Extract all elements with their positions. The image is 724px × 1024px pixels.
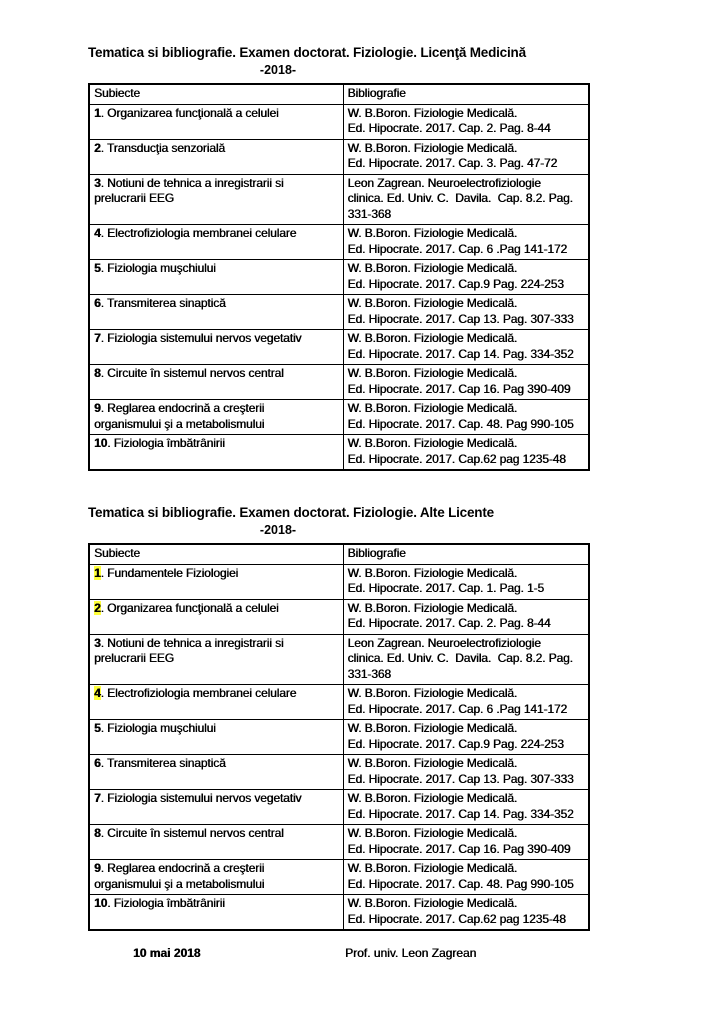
subject-line [94,791,339,807]
subject-line [94,721,339,737]
table-row [89,295,589,330]
bibliography-cell [343,400,589,435]
bibliography-line: Ed. Hipocrate. 2017. Cap.62 pag 1235-48 [347,911,566,926]
row-number: 7 [94,791,101,805]
bibliography-line: Ed. Hipocrate. 2017. Cap.9 Pag. 224-253 [347,736,564,751]
subject-cell [89,790,343,825]
subject-cell [89,104,343,139]
bibliography-line: W. B.Boron. Fiziologie Medicală. [347,861,518,875]
subject-line: organismului şi a metabolismului [94,416,265,431]
bibliography-cell [343,260,589,295]
subject-line [94,141,339,157]
subject-line [94,331,339,347]
bibliography-line: Ed. Hipocrate. 2017. Cap. 2. Pag. 8-44 [347,616,551,630]
row-number: 8 [94,826,101,840]
bibliography-line: W. B.Boron. Fiziologie Medicală. [347,721,518,735]
bibliography-line: Ed. Hipocrate. 2017. Cap. 3. Pag. 47-72 [347,156,558,170]
bibliography-line: W. B.Boron. Fiziologie Medicală. [347,686,518,700]
subject-text: . Fiziologia îmbătrânirii [107,436,225,450]
subject-text: . Fiziologia sistemului nervos vegetativ [100,331,302,345]
bibliography-line: W. B.Boron. Fiziologie Medicală. [347,600,518,615]
subject-cell [89,685,343,720]
bibliography-line: W. B.Boron. Fiziologie Medicală. [347,791,518,805]
row-number: 10 [94,436,108,450]
subject-cell [89,564,343,599]
table-header-row [89,544,589,564]
row-number: 3 [94,175,101,190]
highlighted-row-number: 1 [94,565,101,580]
subject-cell [89,330,343,365]
bibliography-cell [343,860,589,895]
bibliography-line: Ed. Hipocrate. 2017. Cap. 6 .Pag 141-172 [347,241,567,256]
subject-line [94,601,339,617]
subject-text: . Circuite în sistemul nervos central [100,826,284,840]
table-row [89,825,589,860]
subject-text: . Notiuni de tehnica a inregistrarii si [100,175,284,190]
section1-year: -2018- [259,63,297,77]
subject-line [94,106,339,122]
subject-text: . Electrofiziologia membranei celulare [100,686,297,700]
document-footer [88,946,724,962]
bibliography-cell [343,634,589,685]
table-row [89,260,589,295]
subject-line [94,826,339,842]
bibliography-cell [343,564,589,599]
subject-cell [89,174,343,225]
bibliography-cell [343,685,589,720]
subject-cell [89,295,343,330]
bibliography-line: Ed. Hipocrate. 2017. Cap 16. Pag 390-409 [347,841,571,856]
subject-text: . Fiziologia sistemului nervos vegetativ [100,791,302,805]
bibliography-cell [343,225,589,260]
bibliography-line: W. B.Boron. Fiziologie Medicală. [347,366,518,380]
bibliography-line: W. B.Boron. Fiziologie Medicală. [347,756,518,770]
bibliography-line: W. B.Boron. Fiziologie Medicală. [347,140,518,155]
table-header-row [89,84,589,104]
table-row [89,860,589,895]
row-number: 5 [94,721,101,735]
row-number: 10 [94,896,108,910]
table-row [89,685,589,720]
bibliography-line: clinica. Ed. Univ. C. Davila. Cap. 8.2. Pag. [347,191,573,205]
table-row [89,330,589,365]
subject-text: . Fundamentele Fiziologiei [100,565,239,580]
bibliography-line: 331-368 [347,206,391,221]
row-number: 7 [94,331,101,345]
bibliography-line: W. B.Boron. Fiziologie Medicală. [347,331,518,345]
subject-cell [89,634,343,685]
bibliography-line: Ed. Hipocrate. 2017. Cap 14. Pag. 334-352 [347,346,574,361]
highlighted-row-number: 4 [94,686,101,700]
bibliography-cell [343,365,589,400]
bibliography-line: W. B.Boron. Fiziologie Medicală. [347,436,518,450]
row-number: 6 [94,756,101,770]
section-alte-licente [88,504,724,931]
table-row [89,720,589,755]
subject-line [94,401,339,417]
bibliography-line: W. B.Boron. Fiziologie Medicală. [347,296,518,310]
subject-text: . Notiuni de tehnica a inregistrarii si [100,635,284,650]
row-number: 9 [94,401,101,415]
bibliography-line: Ed. Hipocrate. 2017. Cap 13. Pag. 307-333 [347,771,574,786]
bibliography-line: Ed. Hipocrate. 2017. Cap.9 Pag. 224-253 [347,276,564,291]
highlighted-row-number: 2 [94,600,101,615]
row-number: 4 [94,226,101,240]
subject-line [94,366,339,382]
table-row [89,564,589,599]
subject-cell [89,860,343,895]
footer-date: 10 mai 2018 [133,946,201,960]
section1-table [88,83,590,471]
bibliography-line: W. B.Boron. Fiziologie Medicală. [347,896,518,910]
table-row [89,435,589,471]
bibliography-line: W. B.Boron. Fiziologie Medicală. [347,105,518,120]
bibliography-cell [343,895,589,931]
bibliography-line: Ed. Hipocrate. 2017. Cap.62 pag 1235-48 [347,451,566,466]
table-row [89,400,589,435]
subject-line [94,296,339,312]
subject-cell [89,720,343,755]
subject-line [94,636,339,652]
table-row [89,755,589,790]
bibliography-line: Ed. Hipocrate. 2017. Cap. 48. Pag 990-105 [347,876,574,891]
subject-cell [89,755,343,790]
subject-line [94,756,339,772]
row-number: 5 [94,261,101,275]
row-number: 2 [94,140,101,155]
subject-cell [89,599,343,634]
subject-text: . Circuite în sistemul nervos central [100,366,284,380]
row-number: 6 [94,296,101,310]
bibliography-cell [343,330,589,365]
subject-line: prelucrarii EEG [94,191,174,205]
subject-line [94,436,339,452]
column-header-subiecte: Subiecte [89,544,343,564]
bibliography-line: Ed. Hipocrate. 2017. Cap 14. Pag. 334-352 [347,806,574,821]
subject-line [94,896,339,912]
subject-cell [89,435,343,471]
section-licenta-medicina [88,44,724,471]
bibliography-line: Ed. Hipocrate. 2017. Cap 16. Pag 390-409 [347,381,571,396]
column-header-bibliografie: Bibliografie [343,544,589,564]
subject-text: . Transmiterea sinaptică [100,296,226,310]
bibliography-cell [343,790,589,825]
subject-line [94,861,339,877]
subject-text: . Fiziologia muşchiului [100,721,216,735]
footer-signature: Prof. univ. Leon Zagrean [345,946,477,960]
subject-text: . Reglarea endocrină a creşterii [100,861,265,875]
subject-cell [89,139,343,174]
bibliography-line: Ed. Hipocrate. 2017. Cap. 2. Pag. 8-44 [347,121,551,135]
subject-line [94,261,339,277]
table-row [89,790,589,825]
subject-cell [89,260,343,295]
bibliography-line: Leon Zagrean. Neuroelectrofiziologie [347,175,541,190]
bibliography-line: Ed. Hipocrate. 2017. Cap. 6 .Pag 141-172 [347,701,567,716]
subject-text: . Reglarea endocrină a creşterii [100,401,265,415]
bibliography-line: clinica. Ed. Univ. C. Davila. Cap. 8.2. Pag. [347,651,573,665]
subject-cell [89,225,343,260]
bibliography-line: Ed. Hipocrate. 2017. Cap 13. Pag. 307-333 [347,311,574,326]
table-row [89,139,589,174]
bibliography-cell [343,825,589,860]
row-number: 8 [94,366,101,380]
bibliography-line: Ed. Hipocrate. 2017. Cap. 48. Pag 990-105 [347,416,574,431]
bibliography-line: Ed. Hipocrate. 2017. Cap. 1. Pag. 1-5 [347,581,544,595]
section2-table [88,543,590,931]
subject-cell [89,895,343,931]
bibliography-line: W. B.Boron. Fiziologie Medicală. [347,826,518,840]
subject-line [94,566,339,582]
subject-cell [89,400,343,435]
bibliography-line: W. B.Boron. Fiziologie Medicală. [347,261,518,275]
bibliography-line: W. B.Boron. Fiziologie Medicală. [347,401,518,415]
column-header-bibliografie: Bibliografie [343,84,589,104]
subject-text: . Electrofiziologia membranei celulare [100,226,297,240]
row-number: 1 [94,105,101,120]
table-row [89,365,589,400]
bibliography-cell [343,599,589,634]
subject-line [94,686,339,702]
bibliography-cell [343,104,589,139]
row-number: 3 [94,635,101,650]
subject-text: . Transmiterea sinaptică [100,756,226,770]
subject-cell [89,825,343,860]
bibliography-cell [343,720,589,755]
subject-text: . Organizarea funcţională a celulei [100,600,279,615]
table-row [89,104,589,139]
subject-line: prelucrarii EEG [94,651,174,665]
subject-text: . Fiziologia muşchiului [100,261,216,275]
section2-year: -2018- [259,523,297,537]
table-row [89,225,589,260]
bibliography-cell [343,435,589,471]
subject-text: . Fiziologia îmbătrânirii [107,896,225,910]
table-row [89,895,589,931]
table-row [89,599,589,634]
row-number: 9 [94,861,101,875]
subject-text: . Transducţia senzorială [100,140,225,155]
bibliography-cell [343,295,589,330]
subject-text: . Organizarea funcţională a celulei [100,105,279,120]
section1-title: Tematica si bibliografie. Examen doctorat. Fiziologie. Licenţă Medicină [88,45,526,60]
column-header-subiecte: Subiecte [89,84,343,104]
bibliography-cell [343,755,589,790]
table-row [89,174,589,225]
subject-line [94,226,339,242]
bibliography-line: Leon Zagrean. Neuroelectrofiziologie [347,635,541,650]
bibliography-line: W. B.Boron. Fiziologie Medicală. [347,565,518,580]
bibliography-cell [343,139,589,174]
bibliography-cell [343,174,589,225]
subject-line: organismului şi a metabolismului [94,876,265,891]
subject-cell [89,365,343,400]
table-row [89,634,589,685]
bibliography-line: W. B.Boron. Fiziologie Medicală. [347,226,518,240]
bibliography-line: 331-368 [347,666,391,681]
section2-title: Tematica si bibliografie. Examen doctorat. Fiziologie. Alte Licente [88,505,494,520]
subject-line [94,176,339,192]
